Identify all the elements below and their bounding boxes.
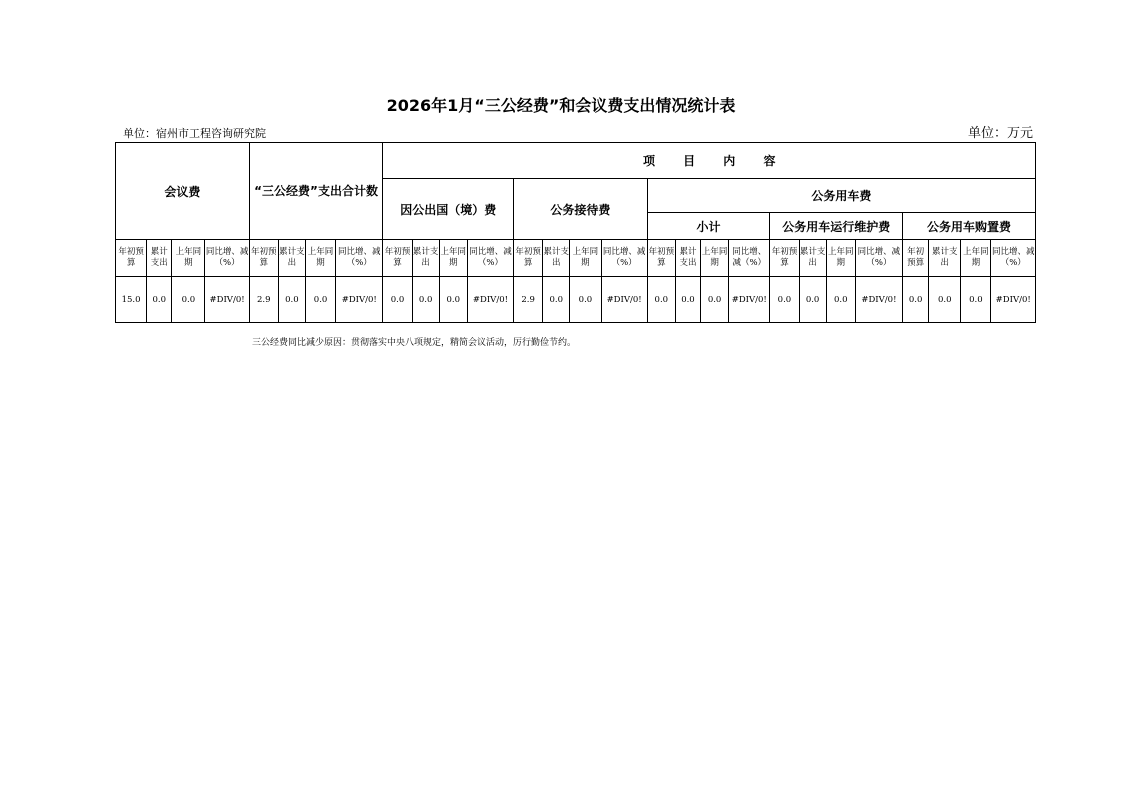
- header-project-content: [383, 143, 1036, 179]
- sub-header-spent: 累计支出: [543, 240, 570, 277]
- value-cell: #DIV/0!: [729, 277, 770, 323]
- sub-header-last-year: 上年同期: [305, 240, 335, 277]
- value-cell: 0.0: [701, 277, 729, 323]
- header-vehicle-operation: 公务用车运行维护费: [770, 213, 903, 240]
- sub-header-last-year: 上年同期: [701, 240, 729, 277]
- value-cell: 0.0: [543, 277, 570, 323]
- unit-organization: 单位：宿州市工程咨询研究院: [123, 127, 266, 140]
- header-three-public-total: “三公经费”支出合计数: [249, 143, 383, 240]
- header-abroad-fee: 因公出国（境）费: [383, 179, 514, 240]
- value-cell: 0.0: [278, 277, 305, 323]
- sub-header-row: [116, 240, 1036, 277]
- value-cell: 15.0: [116, 277, 147, 323]
- sub-header-budget: 年初预算: [249, 240, 278, 277]
- sub-header-yoy: 同比增、减（%）: [855, 240, 902, 277]
- sub-header-last-year: 上年同期: [826, 240, 855, 277]
- reduction-note: 三公经费同比减少原因：贯彻落实中央八项规定，精简会议活动，厉行勤俭节约。: [252, 338, 577, 348]
- value-cell: 0.0: [647, 277, 675, 323]
- sub-header-spent: 累计支出: [799, 240, 826, 277]
- sub-header-spent: 累计支出: [412, 240, 439, 277]
- value-cell: #DIV/0!: [205, 277, 249, 323]
- header-vehicle-subtotal: 小计: [647, 213, 770, 240]
- sub-header-last-year: 上年同期: [961, 240, 991, 277]
- sub-header-budget: 年初预算: [116, 240, 147, 277]
- value-cell: 0.0: [961, 277, 991, 323]
- statistics-table: [115, 142, 1036, 323]
- value-cell: 0.0: [305, 277, 335, 323]
- value-cell: 0.0: [172, 277, 205, 323]
- sub-header-yoy: 同比增、减（%）: [991, 240, 1036, 277]
- sub-header-last-year: 上年同期: [570, 240, 601, 277]
- sub-header-yoy: 同比增、减（%）: [336, 240, 383, 277]
- value-cell: 0.0: [570, 277, 601, 323]
- value-cell: #DIV/0!: [467, 277, 513, 323]
- sub-header-spent: 累计支出: [675, 240, 700, 277]
- header-project-content-text: 项 目 内 容: [642, 154, 788, 168]
- value-cell: 0.0: [675, 277, 700, 323]
- sub-header-yoy: 同比增、减（%）: [467, 240, 513, 277]
- header-vehicle-purchase: 公务用车购置费: [903, 213, 1036, 240]
- value-cell: 2.9: [514, 277, 543, 323]
- value-cell: 2.9: [249, 277, 278, 323]
- sub-header-spent: 累计支出: [147, 240, 172, 277]
- sub-header-yoy: 同比增、减（%）: [729, 240, 770, 277]
- value-cell: 0.0: [383, 277, 412, 323]
- sub-header-budget: 年初预算: [514, 240, 543, 277]
- sub-header-yoy: 同比增、减（%）: [601, 240, 647, 277]
- value-cell: 0.0: [903, 277, 929, 323]
- sub-header-spent: 累计支出: [929, 240, 961, 277]
- sub-header-budget: 年初预算: [647, 240, 675, 277]
- sub-header-last-year: 上年同期: [172, 240, 205, 277]
- header-meeting-fee: 会议费: [116, 143, 250, 240]
- value-cell: 0.0: [147, 277, 172, 323]
- value-cell: 0.0: [929, 277, 961, 323]
- sub-header-budget: 年初预算: [770, 240, 799, 277]
- value-cell: 0.0: [412, 277, 439, 323]
- value-cell: #DIV/0!: [336, 277, 383, 323]
- value-cell: #DIV/0!: [991, 277, 1036, 323]
- unit-currency: 单位：万元: [967, 126, 1033, 141]
- header-reception-fee: 公务接待费: [514, 179, 648, 240]
- value-cell: 0.0: [826, 277, 855, 323]
- sub-header-budget: 年初预算: [383, 240, 412, 277]
- sub-header-last-year: 上年同期: [439, 240, 467, 277]
- value-cell: 0.0: [770, 277, 799, 323]
- sub-header-budget: 年初预算: [903, 240, 929, 277]
- table-row: [116, 277, 1036, 323]
- value-cell: 0.0: [439, 277, 467, 323]
- sub-header-spent: 累计支出: [278, 240, 305, 277]
- value-cell: 0.0: [799, 277, 826, 323]
- value-cell: #DIV/0!: [855, 277, 902, 323]
- sub-header-yoy: 同比增、减（%）: [205, 240, 249, 277]
- page-title: 2026年1月“三公经费”和会议费支出情况统计表: [386, 96, 736, 115]
- header-vehicle-fee: 公务用车费: [647, 179, 1035, 213]
- value-cell: #DIV/0!: [601, 277, 647, 323]
